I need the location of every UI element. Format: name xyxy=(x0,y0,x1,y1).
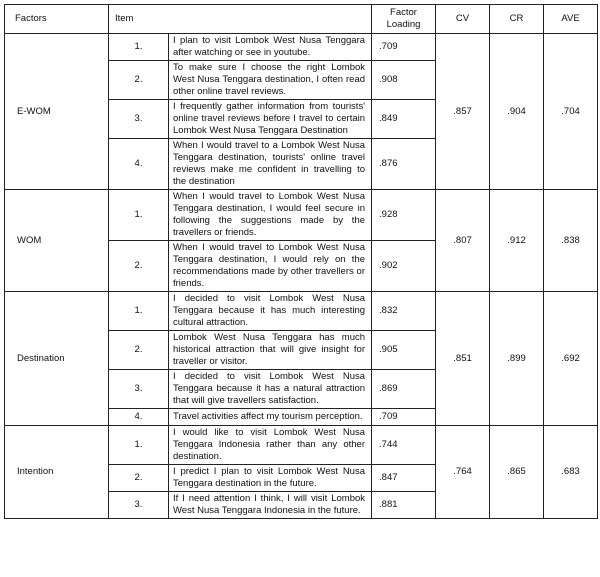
ave-value: .692 xyxy=(544,292,598,426)
item-number: 2. xyxy=(109,331,169,370)
header-row xyxy=(5,5,598,34)
item-text: When I would travel to Lombok West Nusa Tenggara destination, I would feel secure in following the suggestions made by the travellers or friends. xyxy=(169,190,372,241)
item-text: Lombok West Nusa Tenggara has much historical attraction that will give insight for traveller or visitor. xyxy=(169,331,372,370)
ave-value: .704 xyxy=(544,34,598,190)
item-number: 4. xyxy=(109,139,169,190)
header-factor-loading: Factor Loading xyxy=(372,5,436,34)
item-text: I would like to visit Lombok West Nusa Tenggara Indonesia rather than any other destination. xyxy=(169,426,372,465)
header-cr: CR xyxy=(490,5,544,34)
item-number: 2. xyxy=(109,61,169,100)
item-number: 2. xyxy=(109,241,169,292)
ave-value: .683 xyxy=(544,426,598,519)
factor-loading-value: .905 xyxy=(372,331,436,370)
factor-loading-value: .902 xyxy=(372,241,436,292)
factor-loading-table xyxy=(4,4,598,519)
factor-loading-value: .832 xyxy=(372,292,436,331)
factor-loading-value: .869 xyxy=(372,370,436,409)
factor-loading-value: .928 xyxy=(372,190,436,241)
cr-value: .912 xyxy=(490,190,544,292)
item-text: I decided to visit Lombok West Nusa Tenggara because it has much interesting cultural attraction. xyxy=(169,292,372,331)
factor-loading-value: .876 xyxy=(372,139,436,190)
item-text: I plan to visit Lombok West Nusa Tenggara after watching or see in youtube. xyxy=(169,34,372,61)
cv-value: .851 xyxy=(436,292,490,426)
ave-value: .838 xyxy=(544,190,598,292)
factor-loading-value: .849 xyxy=(372,100,436,139)
factor-label: WOM xyxy=(5,190,109,292)
item-number: 1. xyxy=(109,190,169,241)
item-number: 1. xyxy=(109,426,169,465)
table-row xyxy=(5,426,598,465)
cv-value: .764 xyxy=(436,426,490,519)
item-text: When I would travel to Lombok West Nusa Tenggara destination, I would rely on the recommendations made by other travellers or friends. xyxy=(169,241,372,292)
factor-loading-value: .847 xyxy=(372,465,436,492)
factor-loading-value: .908 xyxy=(372,61,436,100)
cr-value: .865 xyxy=(490,426,544,519)
cv-value: .807 xyxy=(436,190,490,292)
header-factors: Factors xyxy=(5,5,109,34)
cr-value: .899 xyxy=(490,292,544,426)
factor-loading-value: .881 xyxy=(372,492,436,519)
item-text: To make sure I choose the right Lombok West Nusa Tenggara destination, I often read other online travel reviews. xyxy=(169,61,372,100)
table-row xyxy=(5,34,598,61)
header-item: Item xyxy=(109,5,372,34)
item-number: 1. xyxy=(109,34,169,61)
table-row xyxy=(5,292,598,331)
cr-value: .904 xyxy=(490,34,544,190)
item-number: 4. xyxy=(109,409,169,426)
item-text: If I need attention I think, I will visit Lombok West Nusa Tenggara Indonesia in the future. xyxy=(169,492,372,519)
header-ave: AVE xyxy=(544,5,598,34)
item-text: I predict I plan to visit Lombok West Nusa Tenggara destination in the future. xyxy=(169,465,372,492)
item-text: When I would travel to a Lombok West Nusa Tenggara destination, tourists' online travel reviews make me confident in travelling to the destination xyxy=(169,139,372,190)
table-row xyxy=(5,190,598,241)
item-text: I frequently gather information from tourists' online travel reviews before I travel to certain Lombok West Nusa Tenggara Destination xyxy=(169,100,372,139)
cv-value: .857 xyxy=(436,34,490,190)
header-cv: CV xyxy=(436,5,490,34)
item-number: 3. xyxy=(109,100,169,139)
item-number: 1. xyxy=(109,292,169,331)
factor-label: Intention xyxy=(5,426,109,519)
factor-label: Destination xyxy=(5,292,109,426)
item-number: 3. xyxy=(109,370,169,409)
item-text: I decided to visit Lombok West Nusa Tenggara because it has a natural attraction that will give travellers satisfaction. xyxy=(169,370,372,409)
item-number: 2. xyxy=(109,465,169,492)
factor-loading-value: .709 xyxy=(372,34,436,61)
item-number: 3. xyxy=(109,492,169,519)
item-text: Travel activities affect my tourism perception. xyxy=(169,409,372,426)
factor-loading-value: .744 xyxy=(372,426,436,465)
factor-label: E-WOM xyxy=(5,34,109,190)
factor-loading-value: .709 xyxy=(372,409,436,426)
